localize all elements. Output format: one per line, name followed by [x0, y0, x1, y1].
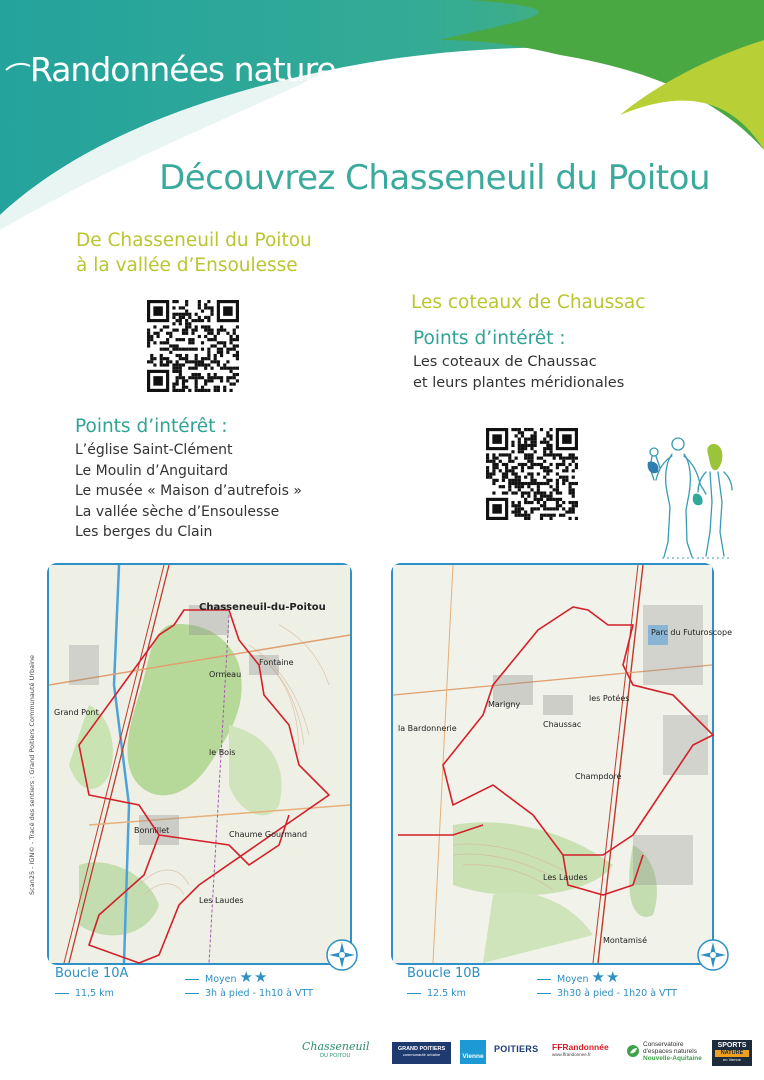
list-item: Le musée « Maison d’autrefois » [75, 483, 302, 499]
map-a-duration-value: 3h à pied - 1h10 à VTT [205, 988, 313, 999]
logo-grand-poitiers-sub: communauté urbaine [402, 1052, 441, 1057]
qr-code-icon[interactable] [486, 428, 578, 520]
logo-conservatoire-line2: d'espaces naturels [643, 1048, 697, 1055]
map-place-label: Montamisé [603, 936, 648, 945]
logo-ffrandonnee-sub: www.ffrandonnee.fr [552, 1052, 591, 1057]
map-b-loop-label: Boucle 10B [407, 966, 481, 981]
map-place-label: Chaussac [543, 720, 582, 729]
route-b-poi-heading: Points d’intérêt : [413, 328, 566, 349]
route-b-poi-list [413, 352, 624, 393]
map-credit: Scan25 - IGN© - Tracé des sentiers : Grand Poitiers Communauté Urbaine [28, 654, 36, 895]
list-item: L’église Saint-Clément [75, 442, 233, 458]
brand-title: Randonnées nature [30, 50, 336, 89]
qr-code-icon[interactable] [147, 300, 239, 392]
map-place-label: Grand Pont [54, 708, 99, 717]
map-place-label: Chasseneuil-du-Poitou [199, 602, 326, 613]
map-boucle-10b[interactable] [391, 563, 733, 965]
map-a-difficulty [185, 968, 268, 986]
route-a-poi-list [75, 440, 302, 543]
logo-sports-line2: NATURE [715, 1050, 749, 1057]
route-a-title-line2: à la vallée d’Ensoulesse [76, 255, 298, 276]
logo-conservatoire-line3: Nouvelle-Aquitaine [643, 1055, 702, 1062]
map-place-label: Parc du Futuroscope [651, 628, 733, 637]
route-b-title: Les coteaux de Chaussac [411, 292, 646, 313]
map-a-distance-value: 11,5 km [75, 988, 114, 999]
list-item: Le Moulin d’Anguitard [75, 462, 229, 479]
logo-sports-nature[interactable] [712, 1040, 752, 1066]
logo-chasseneuil[interactable] [302, 1040, 380, 1066]
list-item: Les coteaux de Chaussac [413, 354, 597, 370]
map-b-duration [537, 988, 677, 999]
map-place-label: Les Laudes [543, 873, 588, 882]
page-title: Découvrez Chasseneuil du Poitou [159, 158, 710, 198]
compass-rose-icon [696, 938, 730, 972]
list-item: La vallée sèche d’Ensoulesse [75, 503, 280, 520]
leaf-icon [626, 1044, 640, 1058]
map-b-duration-value: 3h30 à pied - 1h20 à VTT [557, 988, 677, 999]
logo-grand-poitiers[interactable] [392, 1042, 451, 1064]
map-place-label: les Potées [589, 694, 630, 703]
map-a-difficulty-value: Moyen [205, 974, 237, 985]
route-a-title-line1: De Chasseneuil du Poitou [76, 230, 312, 251]
map-place-label: le Bois [209, 748, 236, 757]
map-boucle-10a[interactable] [47, 563, 352, 965]
map-a-stars: ★★ [239, 968, 269, 986]
topographic-map-b [393, 565, 733, 963]
logo-conservatoire[interactable] [626, 1040, 706, 1066]
list-item: et leurs plantes méridionales [413, 374, 625, 391]
logo-chasseneuil-name: Chasseneuil [302, 1040, 370, 1053]
map-place-label: la Bardonnerie [398, 724, 457, 733]
map-b-difficulty-value: Moyen [557, 974, 589, 985]
route-a-poi-heading: Points d’intérêt : [75, 416, 228, 437]
list-item: Les berges du Clain [75, 524, 213, 540]
map-place-label: Champdoré [575, 772, 622, 781]
map-a-distance [55, 988, 114, 999]
map-place-label: Chaume Gourmand [229, 830, 308, 839]
logo-sports-line1: SPORTS [717, 1042, 747, 1049]
logo-vienne-name: Vienne [462, 1053, 484, 1060]
map-b-distance-value: 12.5 km [427, 988, 466, 999]
logo-grand-poitiers-name: GRAND POITIERS [397, 1046, 446, 1052]
logo-chasseneuil-sub: DU POITOU [320, 1053, 351, 1059]
map-b-distance [407, 988, 466, 999]
logo-poitiers[interactable] [494, 1044, 544, 1060]
logo-poitiers-name: POITIERS [494, 1044, 539, 1054]
topographic-map-a [49, 565, 350, 963]
route-a-title [76, 228, 312, 278]
map-place-label: Ormeau [209, 670, 242, 679]
logo-sports-line3: en Vienne [723, 1057, 741, 1062]
map-place-label: Fontaine [259, 658, 294, 667]
logo-conservatoire-line1: Conservatoire [643, 1041, 684, 1048]
compass-rose-icon [325, 938, 359, 972]
map-b-stars: ★★ [591, 968, 621, 986]
map-place-label: Bonnillet [134, 826, 170, 835]
map-a-duration [185, 988, 313, 999]
map-a-loop-label: Boucle 10A [55, 966, 129, 981]
map-place-label: Les Laudes [199, 896, 244, 905]
hikers-illustration [640, 432, 740, 562]
logo-vienne[interactable] [460, 1040, 486, 1064]
logo-ffrandonnee[interactable] [552, 1042, 620, 1062]
map-b-difficulty [537, 968, 620, 986]
map-place-label: Marigny [488, 700, 521, 709]
logo-ffrandonnee-name: FFRandonnée [552, 1042, 609, 1052]
